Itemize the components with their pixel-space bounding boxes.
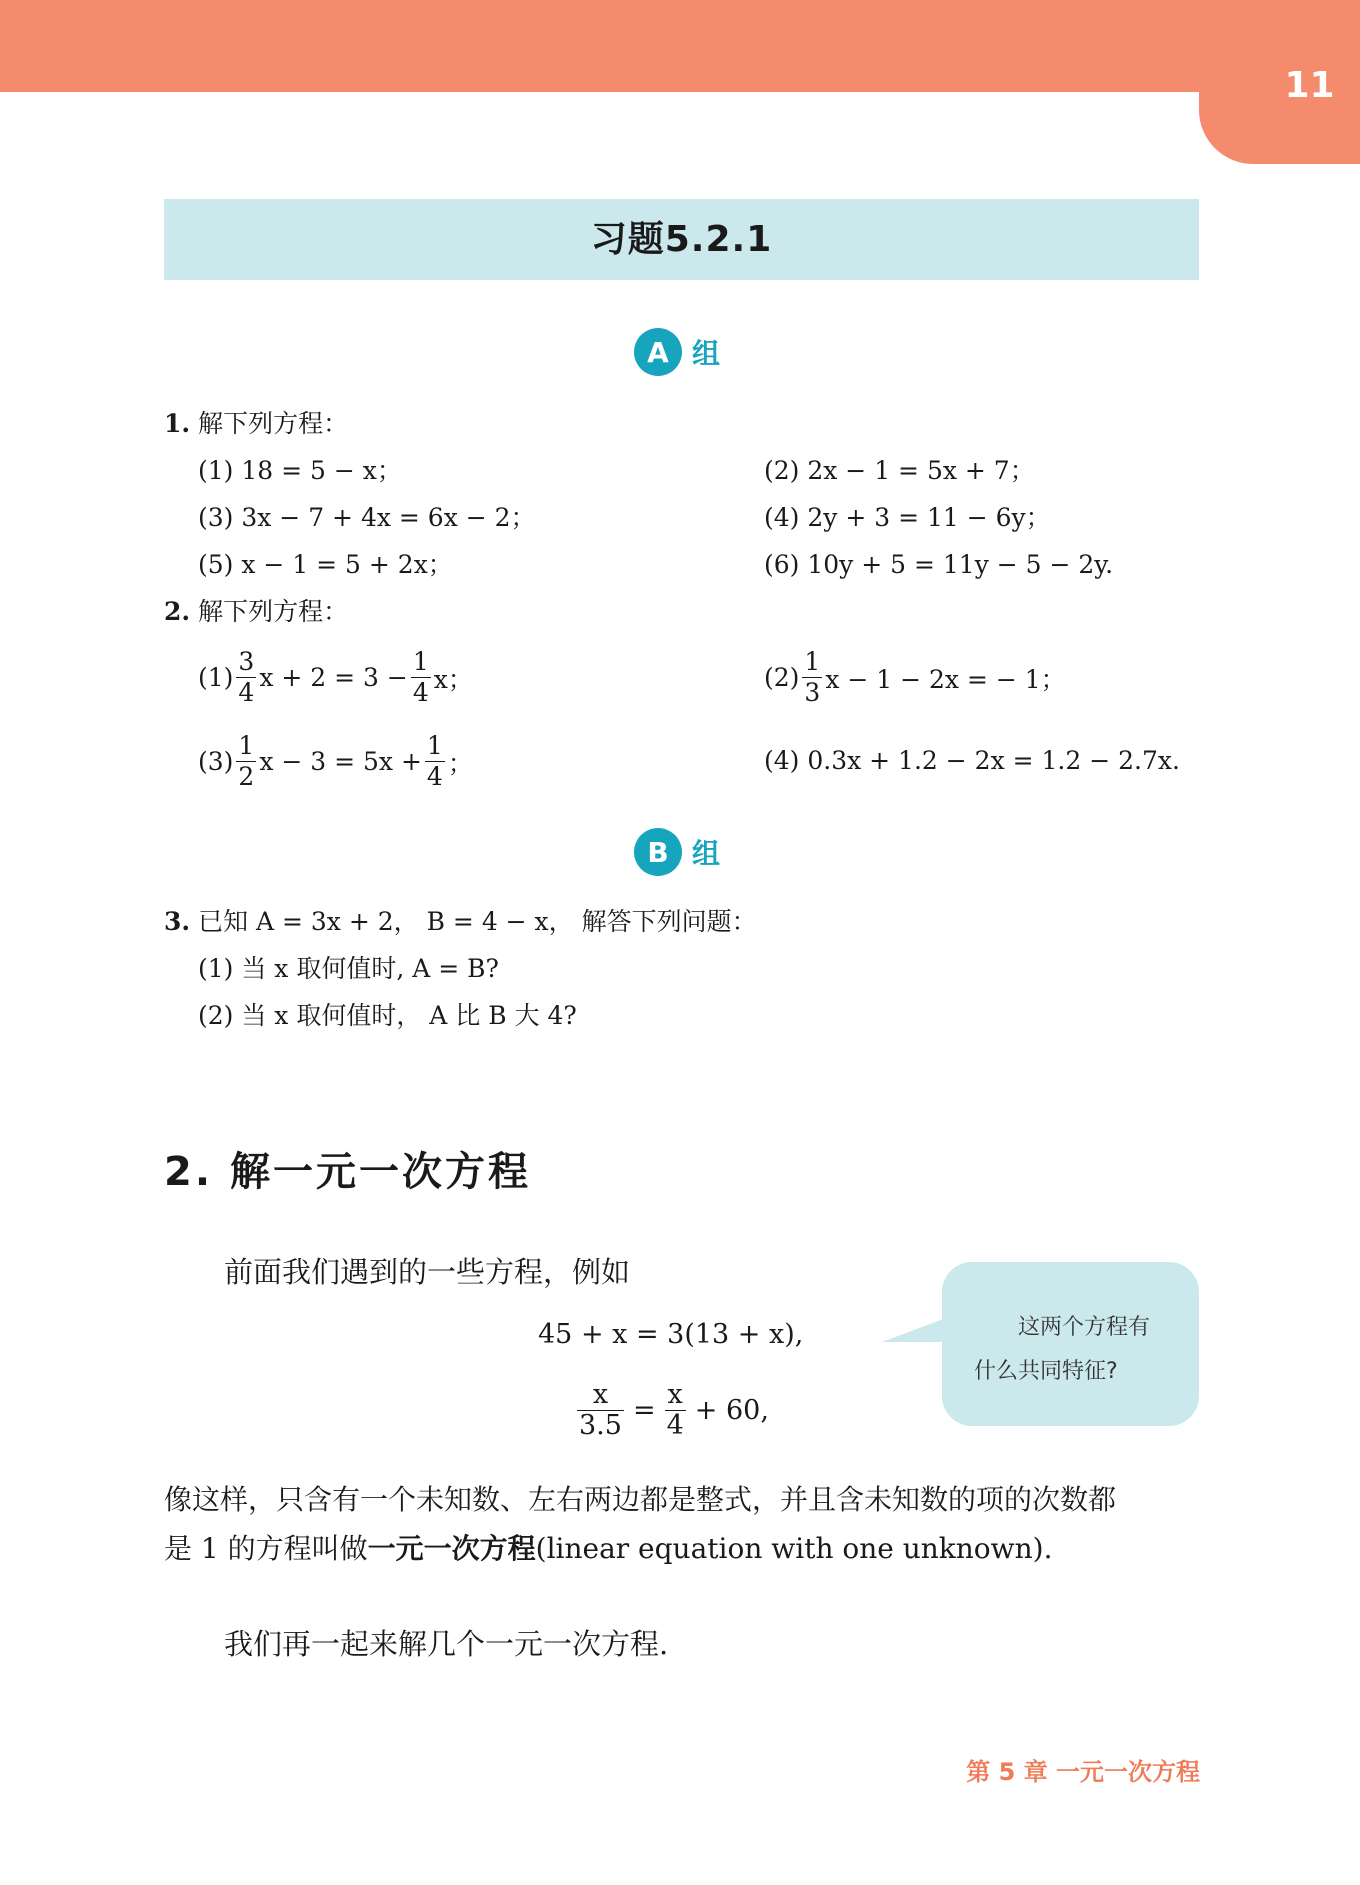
bubble-line-2: 什么共同特征? — [974, 1359, 1118, 1384]
equation-2 — [574, 1380, 769, 1441]
eq2-f1-num: x — [592, 1379, 609, 1410]
section-title: 2. 解一元一次方程 — [164, 1149, 531, 1195]
q1-prompt: 解下列方程： — [198, 409, 349, 438]
q2-i3-tail: ； — [447, 748, 473, 778]
q1-number: 1. — [164, 409, 191, 438]
q2-i2-fraction — [802, 647, 822, 708]
eq2-f2-den: 4 — [666, 1410, 684, 1441]
q2-i3-f1-num: 1 — [238, 731, 255, 760]
q2-i3-label: (3) — [198, 747, 234, 776]
speech-bubble — [942, 1262, 1199, 1426]
q2-i2-num: 1 — [804, 647, 821, 676]
eq2-tail: + 60, — [694, 1395, 769, 1426]
q2-i1-tail: x； — [433, 664, 473, 694]
group-b-label: 组 — [692, 837, 721, 870]
q2-number: 2. — [164, 597, 191, 626]
q2-i2-tail: x − 1 − 2x = − 1； — [825, 664, 1066, 694]
q1-item-2: (2) 2x − 1 = 5x + 7； — [764, 456, 1035, 485]
q2-i1-mid: x + 2 = 3 − — [259, 663, 408, 692]
definition-line-2 — [164, 1527, 1053, 1567]
q2-i3-f2-num: 1 — [426, 731, 443, 760]
group-b-letter: B — [634, 828, 682, 876]
q2-i2-den: 3 — [804, 678, 821, 707]
definition-pre: 是 1 的方程叫做 — [164, 1532, 368, 1565]
definition-term: 一元一次方程 — [367, 1532, 536, 1565]
eq2-f1-den: 3.5 — [579, 1410, 622, 1441]
q2-i3-f1-den: 2 — [238, 762, 255, 791]
header-band — [0, 0, 1360, 92]
eq2-equals: = — [632, 1395, 656, 1426]
q1-item-5: (5) x − 1 = 5 + 2x； — [198, 550, 453, 579]
q2-item-2 — [764, 647, 1066, 708]
definition-line-1: 像这样，只含有一个未知数、左右两边都是整式，并且含未知数的项的次数都 — [164, 1483, 1117, 1516]
eq2-fraction-2 — [665, 1380, 686, 1441]
q2-i1-fraction-2 — [411, 647, 431, 708]
group-a-label: 组 — [692, 337, 721, 370]
q2-i3-mid: x − 3 = 5x + — [259, 747, 422, 776]
question-3 — [164, 907, 757, 937]
q1-item-3: (3) 3x − 7 + 4x = 6x − 2； — [198, 503, 536, 532]
q2-i3-f2-den: 4 — [426, 762, 443, 791]
q2-prompt: 解下列方程： — [198, 597, 349, 626]
q2-i2-label: (2) — [764, 663, 800, 692]
q2-i1-f2-num: 1 — [412, 647, 429, 676]
question-1 — [164, 409, 348, 439]
q2-item-3 — [198, 731, 473, 792]
group-a-badge — [634, 328, 720, 376]
bubble-line-1: 这两个方程有 — [1018, 1315, 1151, 1340]
q2-item-1 — [198, 647, 473, 708]
equation-1: 45 + x = 3(13 + x), — [538, 1319, 804, 1350]
q1-item-1: (1) 18 = 5 − x； — [198, 456, 402, 485]
speech-bubble-tail — [882, 1318, 946, 1342]
q2-item-4: (4) 0.3x + 1.2 − 2x = 1.2 − 2.7x. — [764, 746, 1180, 775]
q2-i1-f2-den: 4 — [412, 678, 429, 707]
q1-item-6: (6) 10y + 5 = 11y − 5 − 2y. — [764, 550, 1114, 579]
q2-i1-f1-den: 4 — [238, 678, 255, 707]
exercise-title: 习题5.2.1 — [164, 199, 1199, 280]
group-a-letter: A — [634, 328, 682, 376]
q2-i3-fraction-1 — [236, 731, 256, 792]
group-b-badge — [634, 828, 720, 876]
q2-i3-fraction-2 — [425, 731, 445, 792]
q3-prompt: 已知 A = 3x + 2， B = 4 − x， 解答下列问题： — [198, 907, 757, 936]
intro-text: 前面我们遇到的一些方程，例如 — [224, 1255, 631, 1289]
q1-item-4: (4) 2y + 3 = 11 − 6y； — [764, 503, 1051, 532]
chapter-footer: 第 5 章 一元一次方程 — [966, 1758, 1200, 1786]
closing-text: 我们再一起来解几个一元一次方程. — [224, 1627, 669, 1661]
q2-i1-label: (1) — [198, 663, 234, 692]
q3-sub-2: (2) 当 x 取何值时， A 比 B 大 4? — [198, 1001, 577, 1030]
q2-i1-fraction-1 — [236, 647, 256, 708]
eq2-f2-num: x — [667, 1379, 683, 1410]
q3-number: 3. — [164, 907, 191, 936]
q2-i1-f1-num: 3 — [238, 647, 255, 676]
eq2-fraction-1 — [577, 1380, 624, 1441]
q3-sub-1: (1) 当 x 取何值时, A = B? — [198, 954, 499, 983]
definition-post: (linear equation with one unknown). — [535, 1532, 1053, 1565]
question-2 — [164, 597, 348, 627]
page-number: 11 — [1199, 40, 1360, 164]
